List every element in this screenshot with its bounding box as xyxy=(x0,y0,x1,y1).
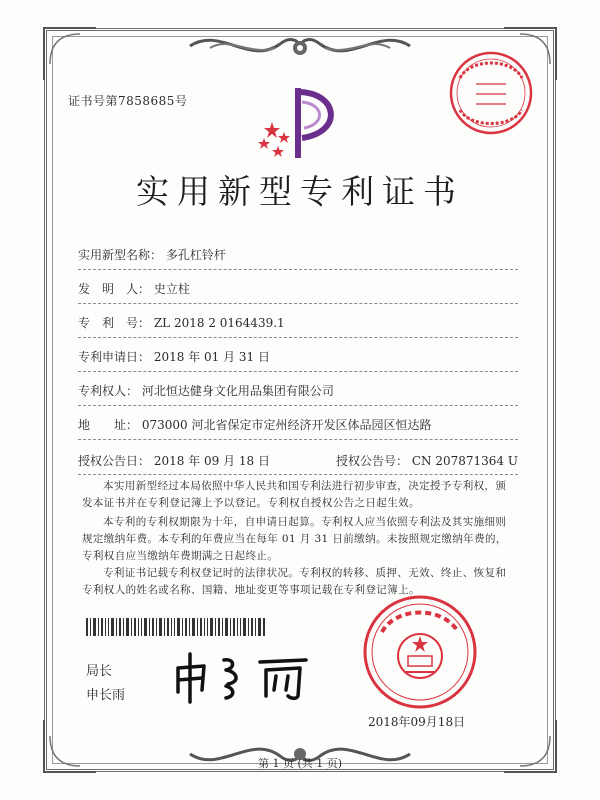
field-grant-date xyxy=(78,452,270,469)
field-patentee xyxy=(78,382,334,399)
field-label: 授权公告号： xyxy=(336,454,409,468)
agency-seal-icon xyxy=(446,48,536,138)
field-grant-no xyxy=(336,452,518,469)
field-value: 073000 河北省保定市定州经济开发区体品园区恒达路 xyxy=(141,418,432,432)
divider xyxy=(78,474,518,475)
field-value: ZL 2018 2 0164439.1 xyxy=(153,316,285,330)
field-label: 专利权人： xyxy=(78,384,139,398)
top-ornament-icon xyxy=(180,26,420,66)
divider xyxy=(78,439,518,440)
divider xyxy=(78,337,518,338)
divider xyxy=(78,303,518,304)
signatory-title: 局长 xyxy=(86,664,113,679)
field-label: 专利申请日： xyxy=(78,350,151,364)
field-patent-no xyxy=(78,314,285,331)
field-value: 多孔杠铃杆 xyxy=(165,248,226,262)
field-label: 专 利 号： xyxy=(78,316,151,330)
field-label: 实用新型名称： xyxy=(78,248,163,262)
field-address xyxy=(78,416,431,433)
page-number: 第 1 页 (共 1 页) xyxy=(257,757,343,770)
field-utility-model-name xyxy=(78,246,226,263)
divider xyxy=(78,371,518,372)
field-value: 2018 年 01 月 31 日 xyxy=(153,350,270,364)
national-emblem-icon xyxy=(398,634,442,678)
corner-ornament-tl-icon xyxy=(40,24,100,84)
divider xyxy=(78,405,518,406)
cnipa-logo-icon xyxy=(258,84,348,164)
field-value: 2018 年 09 月 18 日 xyxy=(153,454,270,468)
barcode-icon xyxy=(86,618,266,636)
field-filing-date xyxy=(78,348,270,365)
field-label: 地 址： xyxy=(78,418,139,432)
certificate-title: 实用新型专利证书 xyxy=(136,172,464,211)
field-value: 史立柱 xyxy=(153,282,190,296)
certificate-number: 证书号第7858685号 xyxy=(68,94,188,108)
seal-date: 2018年09月18日 xyxy=(368,715,466,729)
paragraph-term-fees: 本专利的专利权期限为十年，自申请日起算。专利权人应当依照专利法及其实施细则规定缴纳年费。本专利的年费应当在每年 01 月 31 日前缴纳。未按照规定缴纳年费的，专利权自应当缴纳年费期满之日起终止。 xyxy=(82,516,507,562)
signatory-name: 申长雨 xyxy=(86,688,126,703)
cnipa-seal-icon xyxy=(360,592,480,712)
field-label: 授权公告日： xyxy=(78,454,151,468)
paragraph-grant-statement: 本实用新型经过本局依照中华人民共和国专利法进行初步审查，决定授予专利权，颁发本证书并在专利登记簿上予以登记。专利权自授权公告之日起生效。 xyxy=(82,480,507,509)
field-inventor xyxy=(78,280,190,297)
handwritten-signature-icon xyxy=(170,646,320,706)
divider xyxy=(78,269,518,270)
field-value: CN 207871364 U xyxy=(411,454,518,468)
paragraph-legal-status: 专利证书记载专利权登记时的法律状况。专利权的转移、质押、无效、终止、恢复和专利权人的姓名或名称、国籍、地址变更等事项记载在专利登记簿上。 xyxy=(82,567,507,596)
field-value: 河北恒达健身文化用品集团有限公司 xyxy=(141,384,334,398)
field-label: 发 明 人： xyxy=(78,282,151,296)
